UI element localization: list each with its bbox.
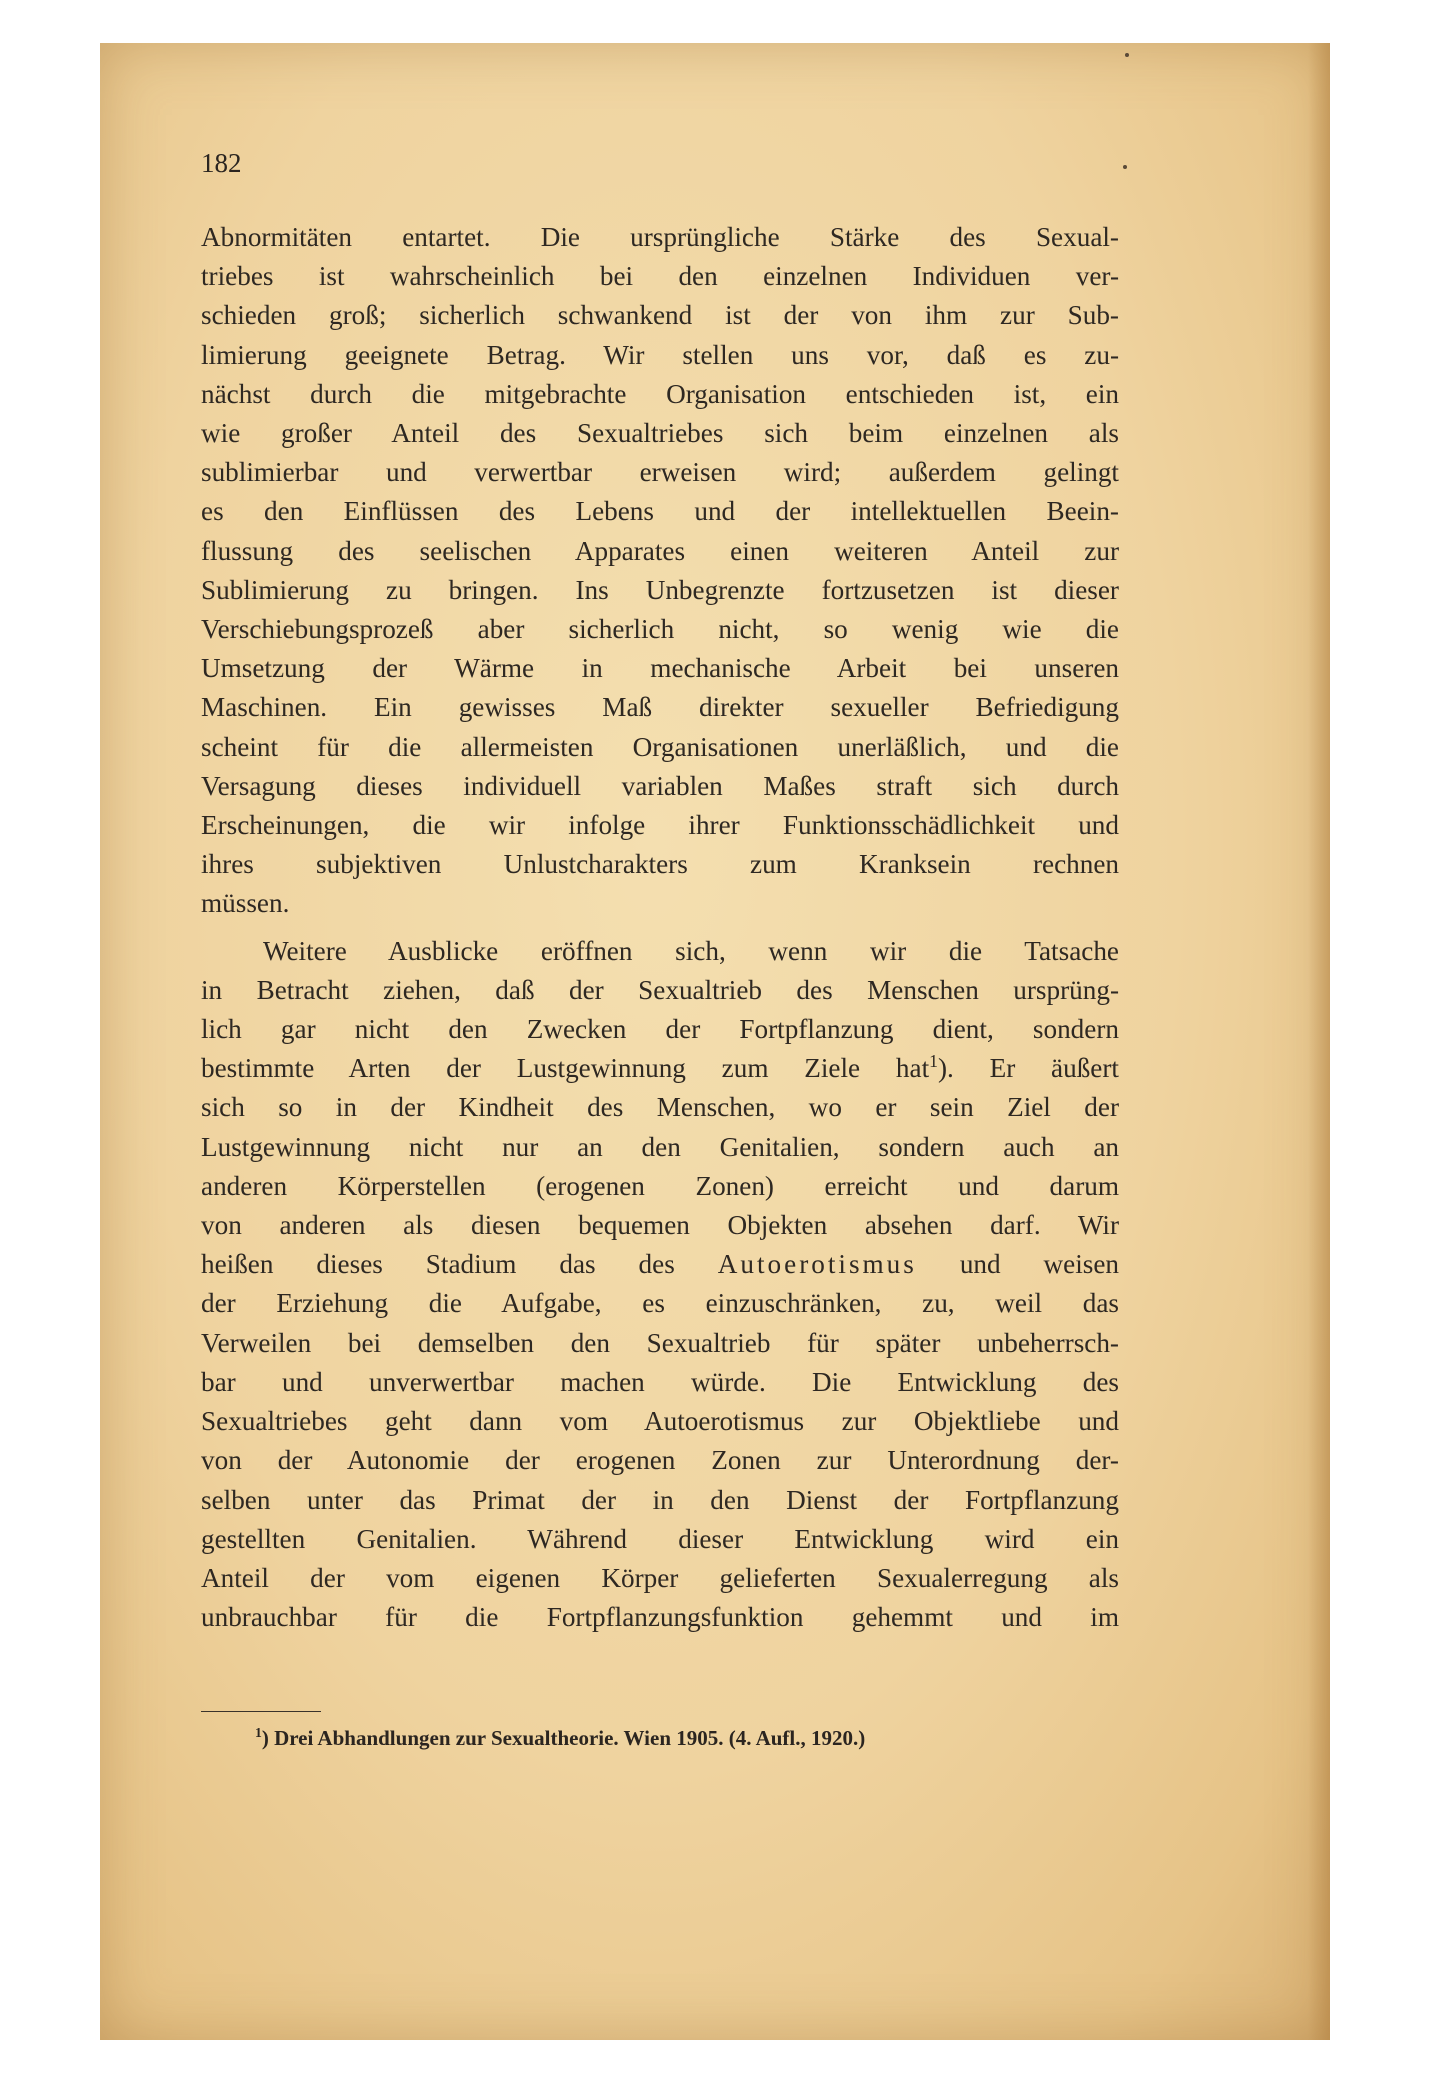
- text-line: Sexualtriebes geht dann vom Autoerotismus zur Objektliebe und: [201, 1406, 1119, 1437]
- text-line: der Erziehung die Aufgabe, es einzuschränken, zu, weil das: [201, 1288, 1119, 1319]
- text-line: Weitere Ausblicke eröffnen sich, wenn wir die Tatsache: [263, 935, 1119, 966]
- text-line: Abnormitäten entartet. Die ursprüngliche Stärke des Sexual-: [201, 222, 1119, 252]
- text-line: anderen Körperstellen (erogenen Zonen) erreicht und darum: [201, 1170, 1119, 1201]
- text-line: wie großer Anteil des Sexualtriebes sich beim einzelnen als: [201, 418, 1119, 449]
- footnote-marker: 1: [255, 1725, 262, 1740]
- text-line: Versagung dieses individuell variablen Maßes straft sich durch: [201, 770, 1119, 801]
- text-line: heißen dieses Stadium das des Autoerotismus und weisen: [201, 1249, 1120, 1280]
- text-line: müssen.: [201, 888, 290, 919]
- text-line: sich so in der Kindheit des Menschen, wo er sein Ziel der: [201, 1092, 1119, 1123]
- text-line: Verweilen bei demselben den Sexualtrieb für später unbeherrsch-: [201, 1327, 1119, 1358]
- footnote: [255, 1726, 865, 1751]
- text-line: lich gar nicht den Zwecken der Fortpflanzung dient, sondern: [201, 1014, 1119, 1045]
- text-line: Lustgewinnung nicht nur an den Genitalien, sondern auch an: [201, 1131, 1119, 1162]
- text-line: Verschiebungsprozeß aber sicherlich nicht, so wenig wie die: [201, 614, 1119, 645]
- paper-speck: [1123, 165, 1127, 169]
- text-line: bar und unverwertbar machen würde. Die Entwicklung des: [201, 1366, 1119, 1397]
- text-line: von anderen als diesen bequemen Objekten absehen darf. Wir: [201, 1210, 1119, 1241]
- text-line: scheint für die allermeisten Organisationen unerläßlich, und die: [201, 731, 1119, 762]
- page-edge-shading: [1308, 43, 1330, 2040]
- text-line: Erscheinungen, die wir infolge ihrer Funktionsschädlichkeit und: [201, 810, 1119, 841]
- emphasized-term: Autoerotismus: [717, 1249, 917, 1280]
- text-line: flussung des seelischen Apparates einen weiteren Anteil zur: [201, 535, 1119, 566]
- text-line: Umsetzung der Wärme in mechanische Arbeit bei unseren: [201, 653, 1119, 684]
- text-line: nächst durch die mitgebrachte Organisation entschieden ist, ein: [201, 378, 1119, 409]
- text-line: Anteil der vom eigenen Körper gelieferten Sexualerregung als: [201, 1562, 1119, 1593]
- paragraph-2: [201, 932, 1119, 1638]
- footnote-reference: 1: [929, 1051, 938, 1072]
- paper-speck: [1125, 53, 1129, 57]
- footnote-text: ) Drei Abhandlungen zur Sexualtheorie. Wien 1905. (4. Aufl., 1920.): [261, 1726, 866, 1750]
- text-line: sublimierbar und verwertbar erweisen wird; außerdem gelingt: [201, 457, 1119, 488]
- paragraph-1: [201, 218, 1119, 924]
- text-line: von der Autonomie der erogenen Zonen zur Unterordnung der-: [201, 1445, 1119, 1476]
- footnote-rule: [201, 1711, 321, 1712]
- text-line: schieden groß; sicherlich schwankend ist der von ihm zur Sub-: [201, 300, 1119, 331]
- text-line: Sublimierung zu bringen. Ins Unbegrenzte fortzusetzen ist dieser: [201, 574, 1119, 605]
- text-line: gestellten Genitalien. Während dieser Entwicklung wird ein: [201, 1523, 1119, 1554]
- text-line: selben unter das Primat der in den Dienst der Fortpflanzung: [201, 1484, 1119, 1515]
- body-text: [201, 218, 1119, 1637]
- page-number: 182: [201, 148, 242, 178]
- text-line: ihres subjektiven Unlustcharakters zum Kranksein rechnen: [201, 849, 1119, 880]
- text-line: limierung geeignete Betrag. Wir stellen uns vor, daß es zu-: [201, 339, 1119, 370]
- text-line: unbrauchbar für die Fortpflanzungsfunktion gehemmt und im: [201, 1602, 1119, 1633]
- text-line: Maschinen. Ein gewisses Maß direkter sexueller Befriedigung: [201, 692, 1119, 723]
- text-line: bestimmte Arten der Lustgewinnung zum Ziele hat$^1$). Er äußert: [201, 1051, 1119, 1084]
- text-line: es den Einflüssen des Lebens und der intellektuellen Beein-: [201, 496, 1119, 527]
- text-line: in Betracht ziehen, daß der Sexualtrieb des Menschen ursprüng-: [201, 974, 1119, 1005]
- text-line: triebes ist wahrscheinlich bei den einzelnen Individuen ver-: [201, 261, 1119, 292]
